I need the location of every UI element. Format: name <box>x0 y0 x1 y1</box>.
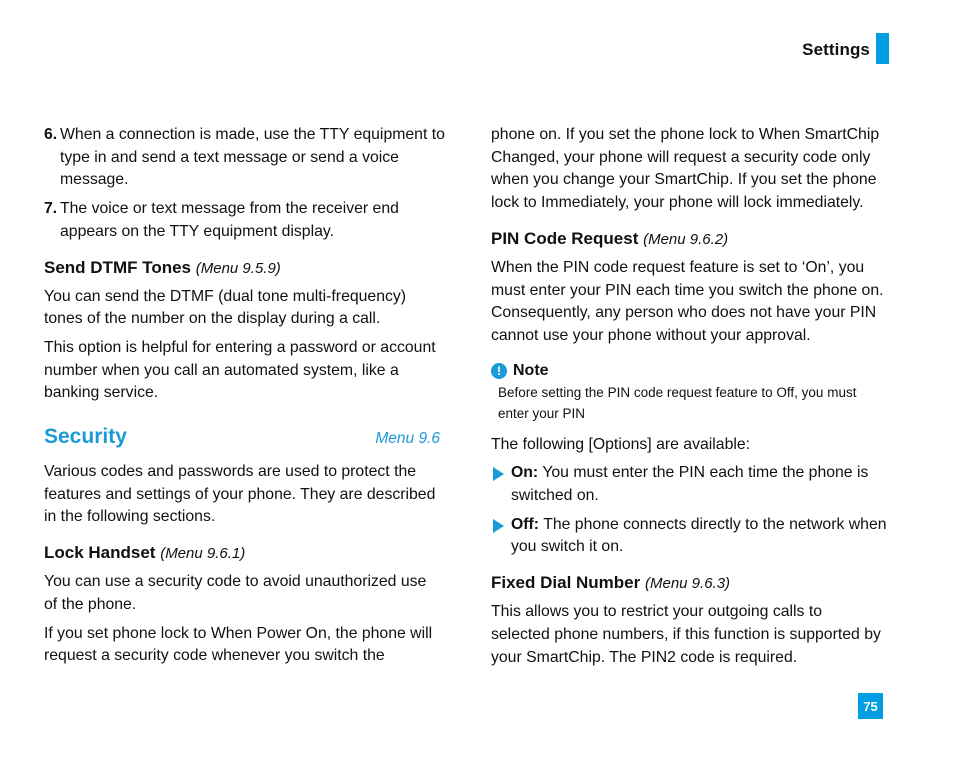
step-text: The voice or text message from the receiver end appears on the TTY equipment display. <box>60 200 399 240</box>
menu-reference: (Menu 9.6.1) <box>160 545 246 563</box>
header-accent-bar <box>876 33 889 64</box>
option-on <box>491 462 891 507</box>
heading-text: Send DTMF Tones <box>44 257 192 277</box>
paragraph: Various codes and passwords are used to protect the features and settings of your phone. They are described in the following sections. <box>44 463 436 526</box>
menu-reference: (Menu 9.6.3) <box>645 575 731 593</box>
left-column <box>44 124 444 668</box>
triangle-bullet-icon <box>493 519 504 533</box>
paragraph: When the PIN code request feature is set to ‘On’, you must enter your PIN each time you switch the phone on. Consequently, any person who does not have your PIN cannot use your phone without your approval. <box>491 258 884 344</box>
menu-reference: (Menu 9.6.2) <box>643 230 729 248</box>
paragraph: You can use a security code to avoid unauthorized use of the phone. <box>44 573 427 613</box>
step-7 <box>44 198 432 243</box>
section-heading-dtmf <box>44 258 444 278</box>
step-6 <box>44 124 452 192</box>
heading-text: PIN Code Request <box>491 228 639 248</box>
menu-reference: Menu 9.6 <box>375 430 440 448</box>
note-header <box>491 362 891 380</box>
heading-text: Lock Handset <box>44 543 156 563</box>
paragraph: This allows you to restrict your outgoing calls to selected phone numbers, if this function is supported by your SmartChip. The PIN2 code is required. <box>491 603 881 666</box>
option-text: You must enter the PIN each time the phone is switched on. <box>511 464 869 505</box>
paragraph: You can send the DTMF (dual tone multi-frequency) tones of the number on the display during a call. <box>44 287 407 328</box>
heading-text: Security <box>44 425 127 449</box>
note-text: Before setting the PIN code request feature to Off, you must enter your PIN <box>498 384 857 421</box>
triangle-bullet-icon <box>493 467 504 481</box>
option-off <box>491 514 891 559</box>
right-column <box>491 124 891 669</box>
exclamation-icon: ! <box>491 363 507 379</box>
step-number: 7. <box>44 200 58 218</box>
note-label: Note <box>513 361 549 379</box>
section-heading-security <box>44 425 440 449</box>
step-text: When a connection is made, use the TTY equipment to type in and send a text message or send a voice message. <box>60 126 445 189</box>
paragraph: The following [Options] are available: <box>491 435 751 453</box>
option-text: The phone connects directly to the network when you switch it on. <box>511 515 887 556</box>
option-label: On: <box>511 464 539 482</box>
paragraph: If you set phone lock to When Power On, the phone will request a security code whenever you switch the <box>44 624 433 665</box>
page-number: 75 <box>858 693 883 719</box>
heading-text: Fixed Dial Number <box>491 573 641 593</box>
paragraph: phone on. If you set the phone lock to When SmartChip Changed, your phone will request a security code only when you change your SmartChip. If you set the phone lock to Immediately, your phone will lock immediately. <box>491 126 880 212</box>
option-label: Off: <box>511 515 540 533</box>
page-header-title: Settings <box>802 40 870 59</box>
section-heading-fixed-dial-number <box>491 573 891 593</box>
section-heading-lock-handset <box>44 543 444 563</box>
paragraph: This option is helpful for entering a password or account number when you call an automated system, like a banking service. <box>44 338 436 402</box>
menu-reference: (Menu 9.5.9) <box>195 259 281 277</box>
note-box <box>491 362 891 424</box>
step-number: 6. <box>44 126 58 143</box>
section-heading-pin-code-request <box>491 229 891 249</box>
